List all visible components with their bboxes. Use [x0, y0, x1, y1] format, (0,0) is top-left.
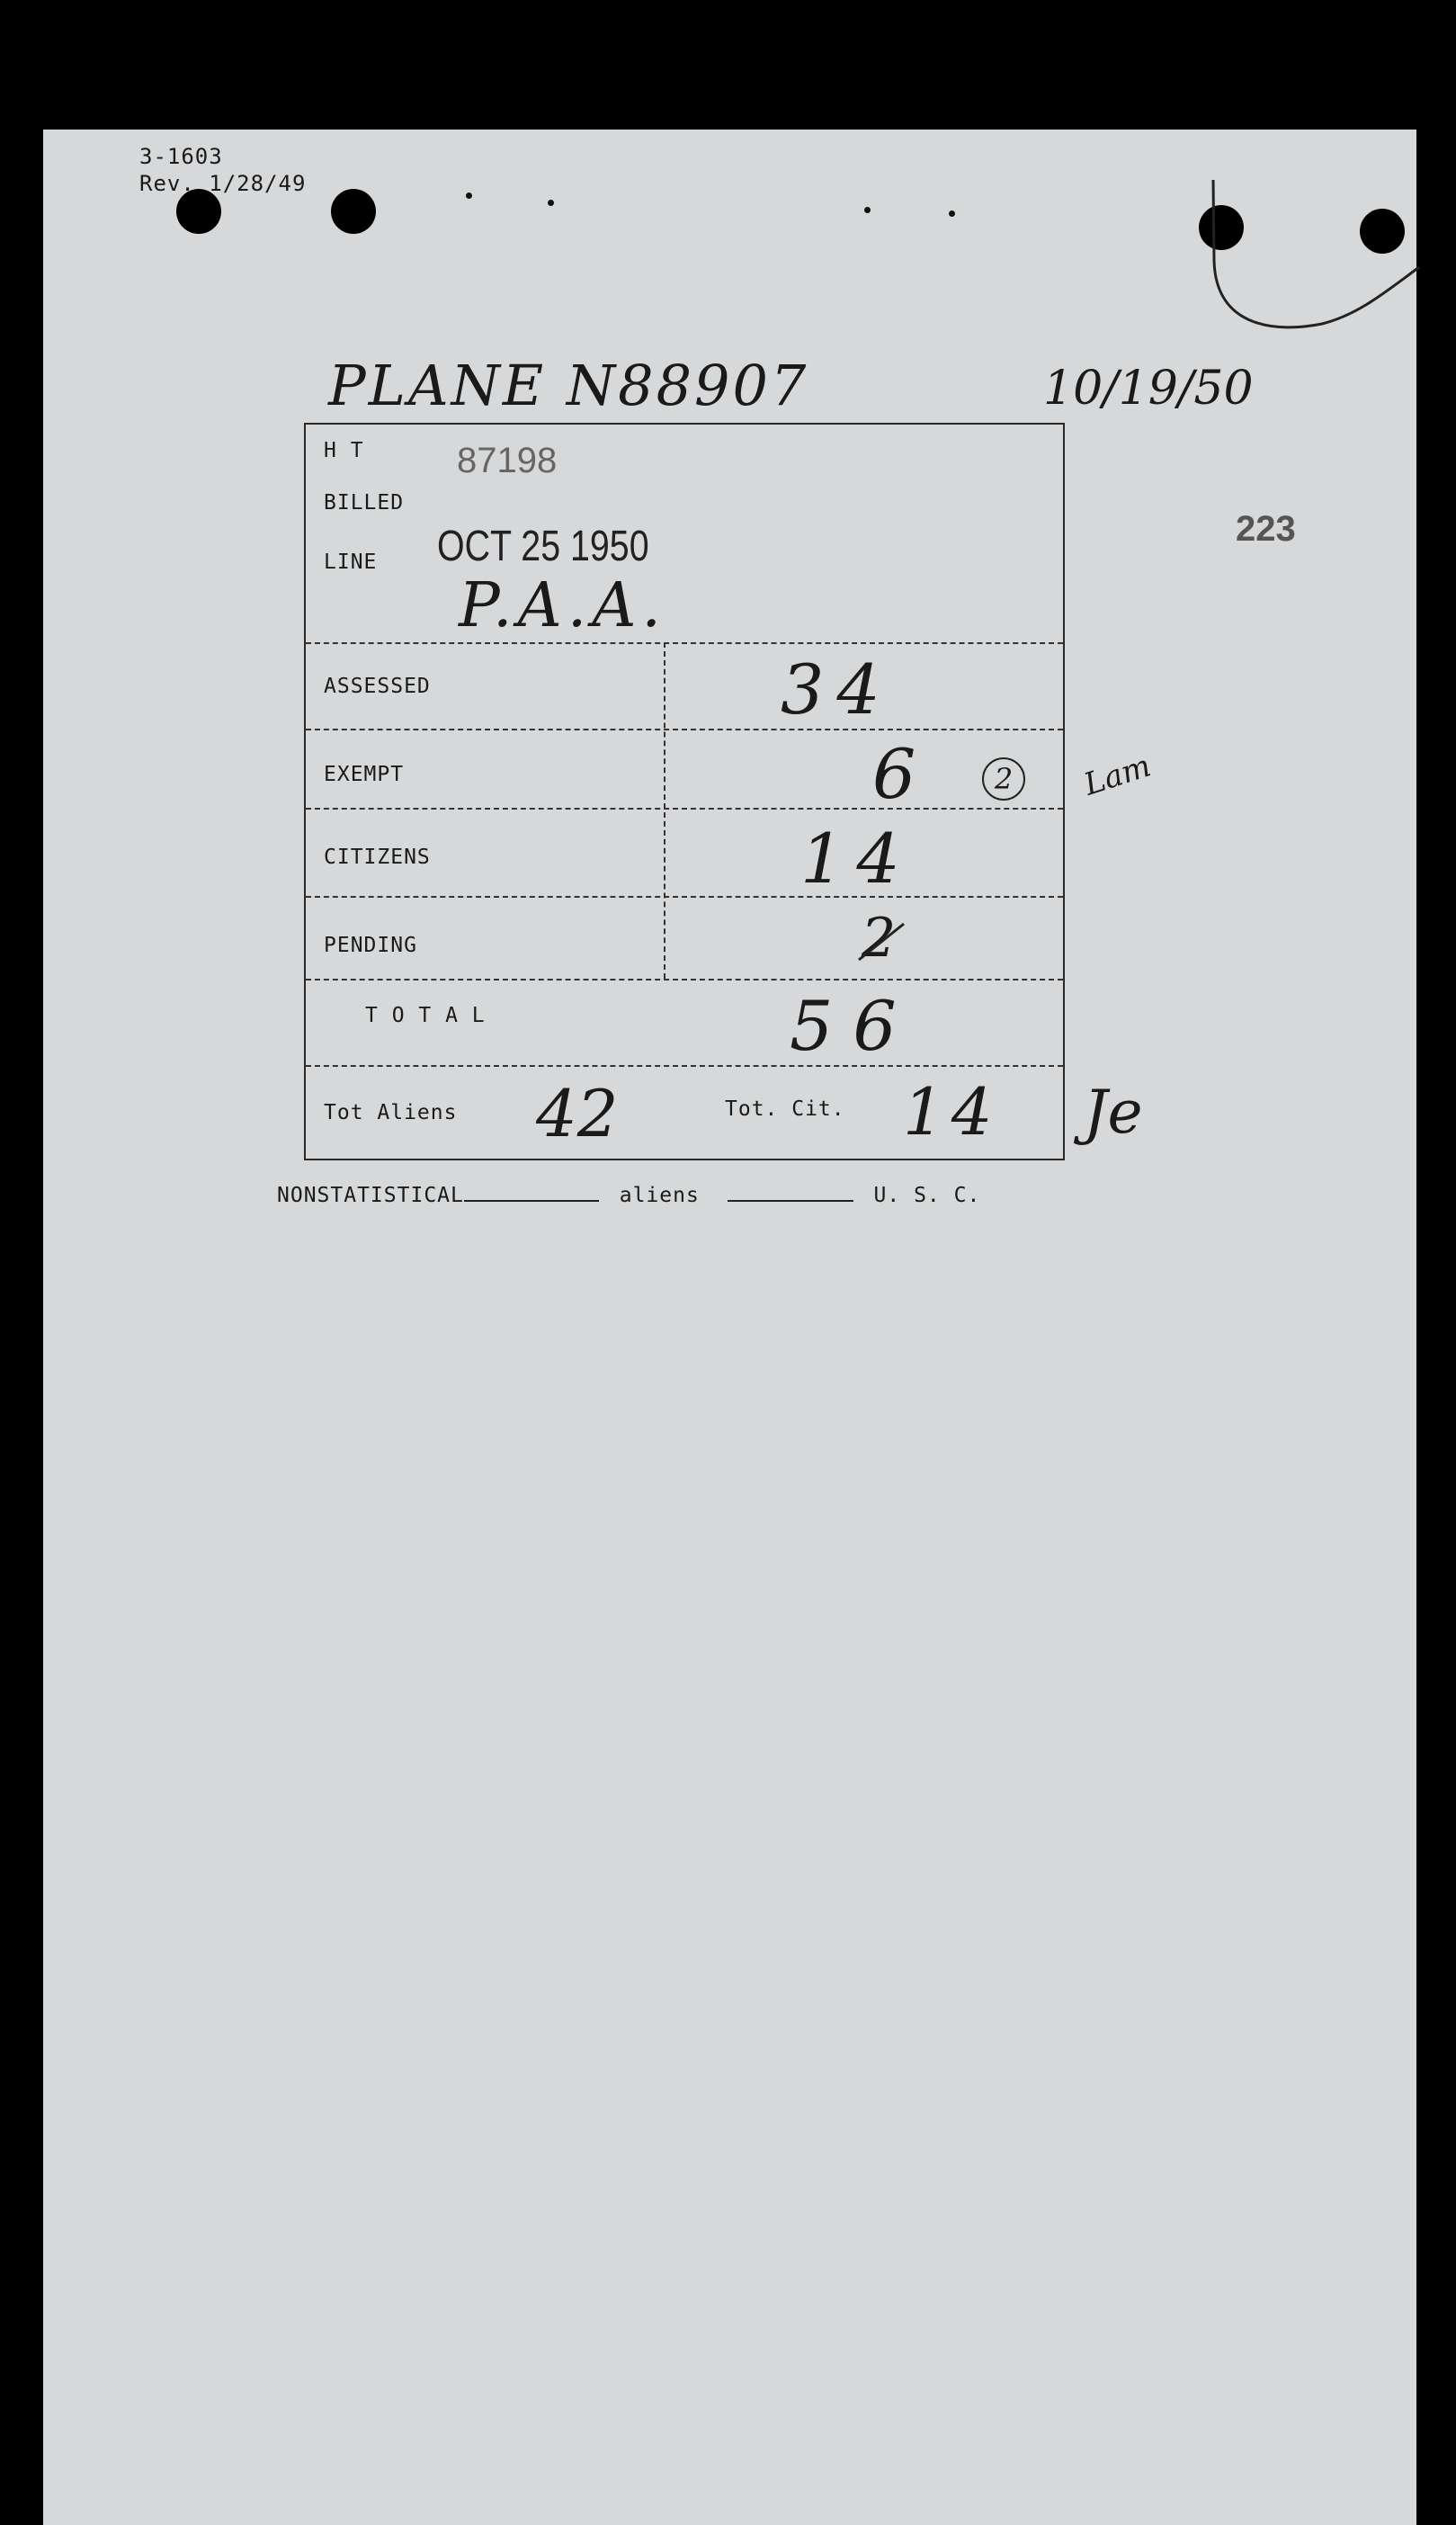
form-revision: Rev. 1/28/49 [139, 171, 307, 196]
nonstatistical-label: NONSTATISTICAL [277, 1184, 464, 1207]
punch-hole-center [331, 189, 376, 234]
carrier-handwritten: P.A.A. [459, 570, 667, 641]
speck [949, 210, 955, 217]
row-divider [306, 808, 1063, 810]
assessed-label: ASSESSED [324, 675, 431, 698]
pending-label: PENDING [324, 934, 417, 957]
aliens-blank [728, 1200, 853, 1202]
citizens-value: 14 [800, 819, 913, 899]
ht-value: 87198 [457, 441, 558, 480]
pen-stroke-corner [1205, 175, 1421, 337]
page-number: 223 [1236, 509, 1296, 549]
exempt-value: 6 [872, 734, 916, 814]
form-number: 3-1603 [139, 144, 223, 169]
row-divider [306, 642, 1063, 644]
line-label: LINE [324, 551, 378, 574]
citizens-label: CITIZENS [324, 846, 431, 869]
margin-note: Lam [1079, 748, 1156, 803]
date-handwritten: 10/19/50 [1043, 362, 1254, 416]
footer-line [277, 1184, 980, 1207]
initials: Je [1084, 1078, 1143, 1147]
speck [466, 193, 472, 199]
speck [548, 200, 554, 206]
nonstatistical-blank [464, 1200, 599, 1202]
tot-cit-label: Tot. Cit. [725, 1097, 845, 1121]
plane-handwritten: PLANE N88907 [328, 353, 809, 418]
total-label: T O T A L [365, 1004, 486, 1027]
row-divider [306, 979, 1063, 980]
exempt-circled-note: 2 [982, 757, 1025, 801]
usc-label: U. S. C. [873, 1184, 981, 1207]
row-divider [306, 896, 1063, 898]
billed-label: BILLED [324, 491, 405, 515]
pending-strike [854, 919, 908, 964]
form-table [304, 423, 1065, 1160]
assessed-value: 34 [781, 649, 893, 730]
total-value: 56 [790, 986, 916, 1066]
aliens-label: aliens [619, 1184, 700, 1207]
exempt-label: EXEMPT [324, 763, 405, 786]
row-divider [306, 729, 1063, 730]
tot-cit-value: 14 [903, 1074, 1000, 1150]
speck [864, 207, 871, 213]
tot-aliens-label: Tot Aliens [324, 1101, 458, 1124]
date-stamp: OCT 25 1950 [437, 523, 649, 570]
tot-aliens-value: 42 [536, 1076, 619, 1151]
pending-value: 2 [862, 907, 897, 970]
row-divider [306, 1065, 1063, 1067]
column-divider [664, 642, 665, 979]
ht-label: H T [324, 439, 364, 462]
